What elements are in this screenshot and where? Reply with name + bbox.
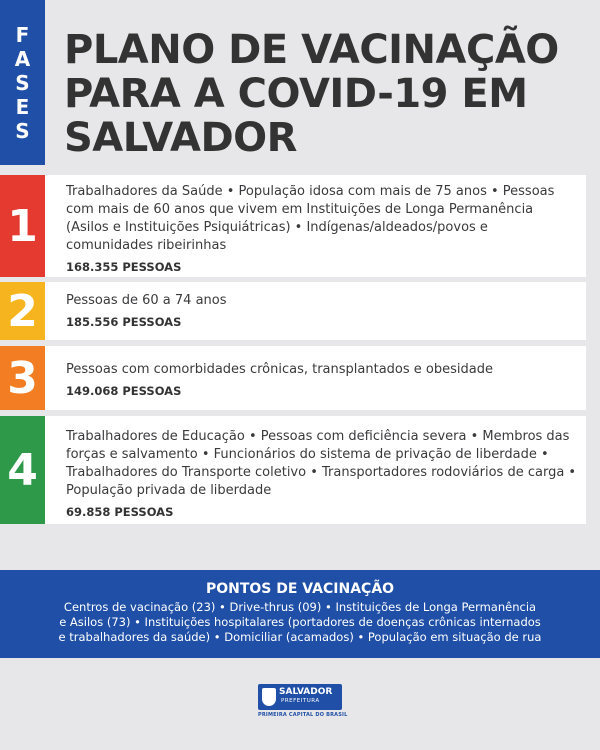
page-title (64, 28, 594, 160)
phase-description: Trabalhadores de Educação • Pessoas com deficiência severa • Membros das forças e salvamento • Funcionários do sistema de privação de liberdade • Trabalhadores do Transporte coletivo • Transportadores rodoviários de carga • População privada de liberdade (66, 429, 577, 498)
coat-of-arms-icon (262, 688, 276, 706)
phase-body (66, 292, 578, 329)
fases-label-bar (0, 0, 45, 165)
phase-people-count: 168.355 PESSOAS (66, 260, 182, 274)
phase-description: Pessoas de 60 a 74 anos (66, 293, 227, 308)
phase-people-count: 69.858 PESSOAS (66, 505, 174, 519)
phase-number-badge: 1 (0, 175, 45, 277)
vaccination-points-title: PONTOS DE VACINAÇÃO (205, 581, 395, 597)
vaccination-points-banner (0, 570, 600, 658)
phase-people-count: 185.556 PESSOAS (66, 315, 182, 329)
fases-letter: S (15, 118, 30, 143)
title-line: PARA A COVID-19 EM (64, 71, 528, 117)
prefeitura-logo (258, 684, 348, 720)
phase-2-card (0, 282, 586, 340)
title-line: PLANO DE VACINAÇÃO (64, 27, 559, 73)
phase-body (66, 428, 578, 519)
phase-number-badge: 4 (0, 416, 45, 524)
header (0, 0, 600, 165)
vaccination-points-line: Centros de vacinação (23) • Drive-thrus (09) • Instituições de Longa Permanência (63, 600, 537, 614)
phase-description: Trabalhadores da Saúde • População idosa com mais de 75 anos • Pessoas com mais de 60 anos que vivem em Instituições de Longa Permanência (Asilos e Instituições Psiquiátricas) • Indígenas/aldeados/povos e comunidades ribeirinhas (66, 184, 555, 253)
fases-letter: A (14, 46, 31, 71)
vaccination-points-line: e Asilos (73) • Instituições hospitalares (portadores de doenças crônicas internados (59, 615, 541, 629)
logo-tagline: PRIMEIRA CAPITAL DO BRASIL (258, 712, 348, 718)
phase-number-badge: 2 (0, 282, 45, 340)
phase-4-card (0, 416, 586, 524)
vaccination-points-line: e trabalhadores da saúde) • Domiciliar (acamados) • População em situação de rua (58, 630, 542, 644)
logo-city-name: SALVADOR (279, 687, 333, 697)
phase-1-card (0, 175, 586, 277)
phase-description: Pessoas com comorbidades crônicas, transplantados e obesidade (66, 362, 493, 377)
fases-letter: S (15, 70, 30, 95)
logo-box (258, 684, 342, 710)
phase-body (66, 361, 578, 398)
vaccination-points-list (0, 600, 600, 645)
title-line: SALVADOR (64, 115, 297, 161)
phase-number-badge: 3 (0, 346, 45, 410)
fases-letter: E (15, 94, 30, 119)
fases-letter: F (15, 22, 30, 47)
phase-3-card (0, 346, 586, 410)
phase-body (66, 183, 578, 274)
phase-people-count: 149.068 PESSOAS (66, 384, 182, 398)
logo-subtitle: PREFEITURA (281, 698, 320, 704)
